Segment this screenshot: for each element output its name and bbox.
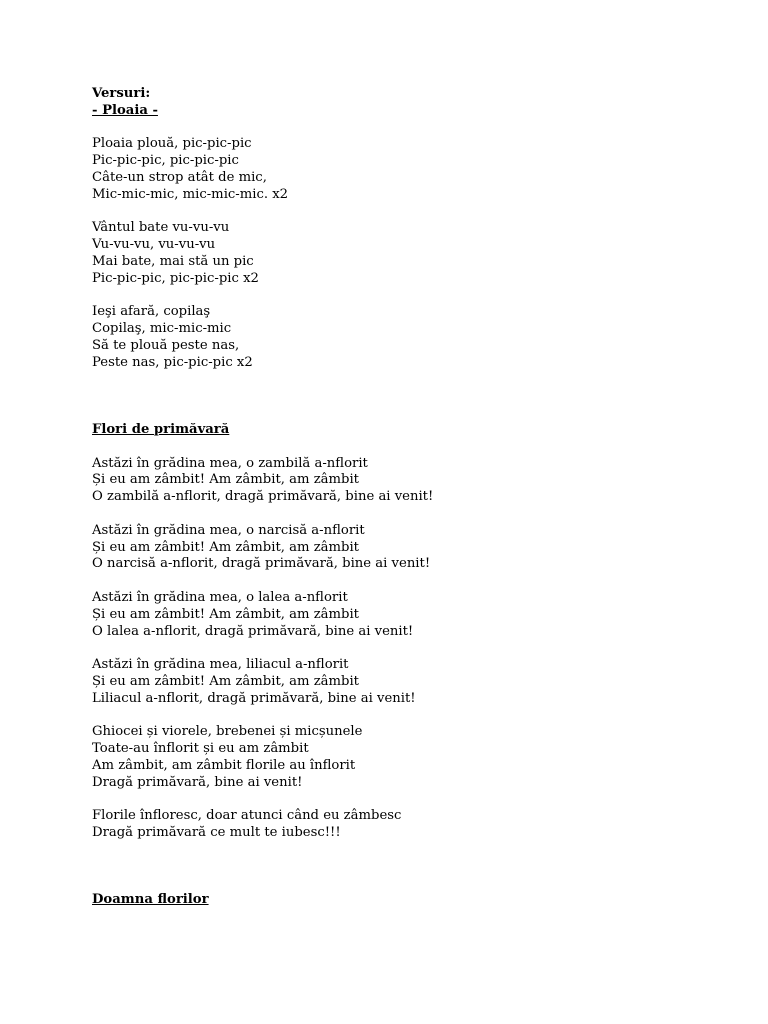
verse-line: Dragă primăvară, bine ai venit! (92, 774, 303, 790)
verse-line: Mic-mic-mic, mic-mic-mic. x2 (92, 186, 289, 202)
stanza (92, 808, 732, 842)
verse-line: Pic-pic-pic, pic-pic-pic x2 (92, 270, 259, 286)
verse-line: Câte-un strop atât de mic, (92, 169, 267, 185)
verse-line: Astăzi în grădina mea, o zambilă a-nflorit (92, 455, 368, 471)
stanza (92, 523, 732, 573)
verse-line: Și eu am zâmbit! Am zâmbit, am zâmbit (92, 472, 359, 488)
verse-line: Liliacul a-nflorit, dragă primăvară, bine ai venit! (92, 690, 416, 706)
verse-line: Toate-au înflorit și eu am zâmbit (92, 741, 309, 757)
stanza (92, 304, 732, 371)
document-page (92, 86, 732, 909)
song-flori-de-primavara (92, 422, 732, 842)
verse-line: Astăzi în grădina mea, o lalea a-nflorit (92, 589, 348, 605)
verse-line: O lalea a-nflorit, dragă primăvară, bine ai venit! (92, 623, 414, 639)
verse-line: Florile înfloresc, doar atunci când eu zâmbesc (92, 808, 402, 824)
verse-line: Și eu am zâmbit! Am zâmbit, am zâmbit (92, 673, 359, 689)
verse-line: Și eu am zâmbit! Am zâmbit, am zâmbit (92, 539, 359, 555)
verse-line: Pic-pic-pic, pic-pic-pic (92, 153, 239, 169)
verse-line: Și eu am zâmbit! Am zâmbit, am zâmbit (92, 606, 359, 622)
verse-line: O narcisă a-nflorit, dragă primăvară, bine ai venit! (92, 556, 431, 572)
verse-line: Am zâmbit, am zâmbit florile au înflorit (92, 757, 356, 773)
stanza (92, 456, 732, 506)
verse-line: O zambilă a-nflorit, dragă primăvară, bine ai venit! (92, 489, 434, 505)
stanza (92, 136, 732, 203)
verse-line: Ploaia plouă, pic-pic-pic (92, 136, 252, 152)
verse-line: Vântul bate vu-vu-vu (92, 220, 230, 236)
song-ploaia (92, 103, 732, 372)
verse-line: Ghiocei și viorele, brebenei și micșunele (92, 724, 363, 740)
verse-line: Peste nas, pic-pic-pic x2 (92, 354, 253, 370)
document-header: Versuri: (92, 86, 151, 101)
verse-line: Astăzi în grădina mea, o narcisă a-nflorit (92, 522, 365, 538)
verse-line: Dragă primăvară ce mult te iubesc!!! (92, 825, 341, 841)
verse-line: Să te plouă peste nas, (92, 337, 240, 353)
verse-line: Ieşi afară, copilaş (92, 304, 211, 320)
stanza (92, 657, 732, 707)
verse-line: Vu-vu-vu, vu-vu-vu (92, 237, 216, 253)
song-doamna-florilor (92, 892, 732, 909)
verse-line: Copilaş, mic-mic-mic (92, 321, 232, 337)
song-title: - Ploaia - (92, 102, 158, 118)
stanza (92, 590, 732, 640)
verse-line: Astăzi în grădina mea, liliacul a-nflorit (92, 657, 349, 673)
song-title: Doamna florilor (92, 892, 209, 908)
verse-line: Mai bate, mai stă un pic (92, 253, 254, 269)
stanza (92, 220, 732, 287)
stanza (92, 724, 732, 791)
song-title: Flori de primăvară (92, 421, 230, 437)
